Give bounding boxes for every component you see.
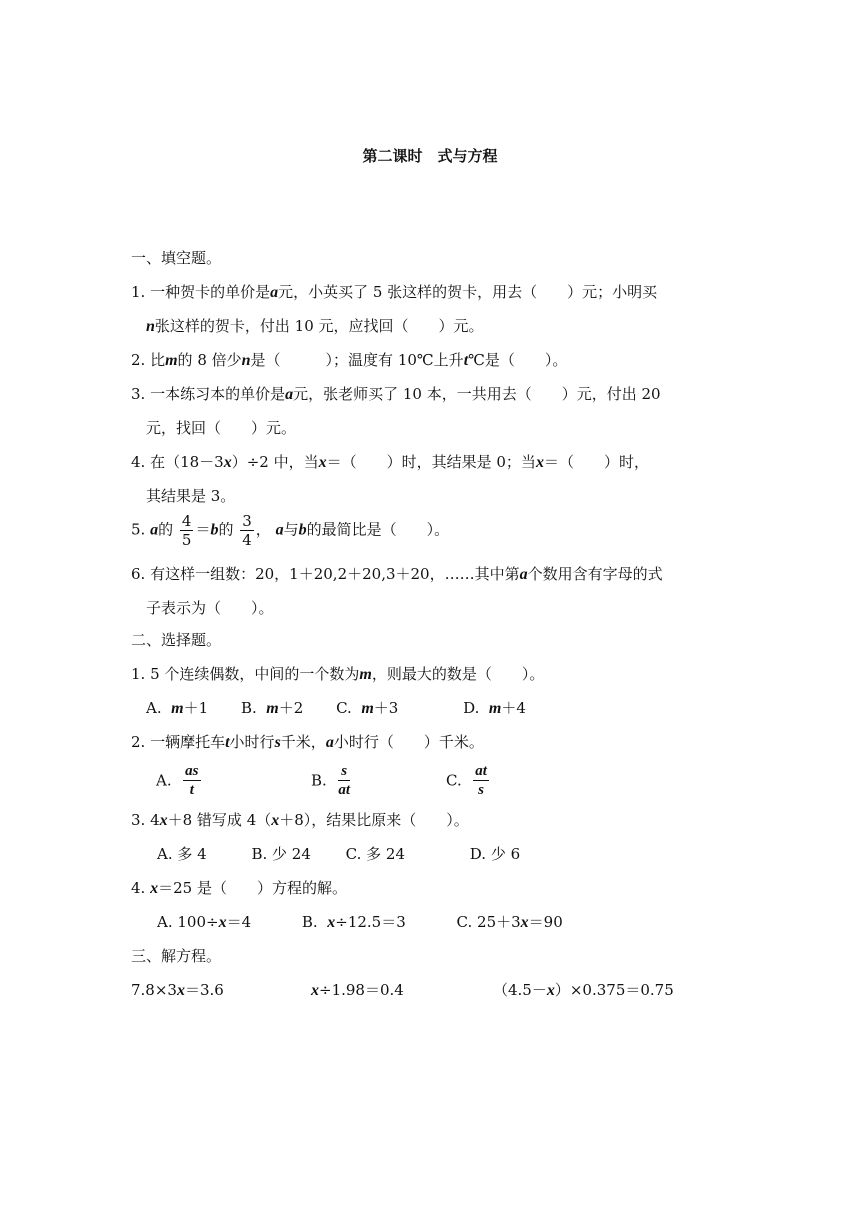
section-choice-heading: 二、选择题。 bbox=[131, 631, 222, 649]
q1-4-line2: 其结果是 3。 bbox=[146, 487, 236, 505]
q2-1-options bbox=[146, 698, 526, 719]
page-title: 第二课时 式与方程 bbox=[362, 147, 498, 165]
option-a: A. 100÷x＝4 bbox=[157, 913, 252, 931]
option-a: A. $\frac{as}{t}$ bbox=[156, 763, 199, 798]
option-b: B. x÷12.5＝3 bbox=[301, 913, 406, 931]
q1-1-line1: 1. 一种贺卡的单价是a元，小英买了 5 张这样的贺卡，用去（ ）元；小明买 bbox=[131, 283, 658, 301]
equation-1: 7.8×3x＝3.6 bbox=[131, 981, 224, 999]
q1-1-line2: n张这样的贺卡，付出 10 元，应找回（ ）元。 bbox=[146, 317, 484, 335]
section-equation-heading: 三、解方程。 bbox=[131, 947, 222, 965]
q2-3-options bbox=[157, 844, 520, 864]
q2-2: 2. 一辆摩托车t小时行s千米，a小时行（ ）千米。 bbox=[131, 733, 484, 751]
q1-3-line1: 3. 一本练习本的单价是a元，张老师买了 10 本，一共用去（ ）元，付出 20 bbox=[131, 385, 661, 403]
option-a: A. m＋1 bbox=[146, 699, 209, 717]
option-a: A. 多 4 bbox=[157, 845, 207, 863]
q2-3: 3. 4x＋8 错写成 4（x＋8），结果比原来（ ）。 bbox=[131, 811, 469, 829]
q1-6-line2: 子表示为（ ）。 bbox=[146, 599, 274, 617]
equation-2: x÷1.98＝0.4 bbox=[311, 981, 404, 999]
q1-5: 5. a的 $\frac{4}{5}$ ＝b的 $\frac{3}{4}$ ， a与b的最简比是（ ）。 bbox=[131, 512, 450, 549]
q1-3-line2: 元，找回（ ）元。 bbox=[146, 419, 297, 437]
option-c: C. 25＋3x＝90 bbox=[456, 913, 563, 931]
section-fill-heading: 一、填空题。 bbox=[131, 249, 222, 267]
q1-4-line1: 4. 在（18－3x）÷2 中，当x＝（ ）时，其结果是 0；当x＝（ ）时， bbox=[131, 453, 649, 471]
option-b: B. $\frac{s}{at}$ bbox=[311, 763, 351, 798]
option-c: C. $\frac{at}{s}$ bbox=[446, 763, 487, 798]
q2-1: 1. 5 个连续偶数，中间的一个数为m，则最大的数是（ ）。 bbox=[131, 665, 545, 683]
option-c: C. m＋3 bbox=[336, 699, 399, 717]
option-b: B. 少 24 bbox=[251, 845, 311, 863]
option-c: C. 多 24 bbox=[345, 845, 406, 863]
option-b: B. m＋2 bbox=[240, 699, 304, 717]
q2-4-options bbox=[157, 912, 563, 933]
equation-3: （4.5－x）×0.375＝0.75 bbox=[493, 981, 674, 999]
option-d: D. 少 6 bbox=[469, 845, 521, 863]
q1-2: 2. 比m的 8 倍少n是（ ）；温度有 10℃上升t℃是（ ）。 bbox=[131, 351, 568, 369]
fraction-three-fourths: $\frac{3}{4}$ bbox=[242, 512, 252, 549]
fraction-four-fifths: $\frac{4}{5}$ bbox=[181, 512, 192, 549]
q1-6-line1: 6. 有这样一组数：20，1＋20,2＋20,3＋20，……其中第a个数用含有字母的式 bbox=[131, 565, 663, 583]
option-d: D. m＋4 bbox=[463, 699, 526, 717]
q2-4: 4. x＝25 是（ ）方程的解。 bbox=[131, 879, 347, 897]
